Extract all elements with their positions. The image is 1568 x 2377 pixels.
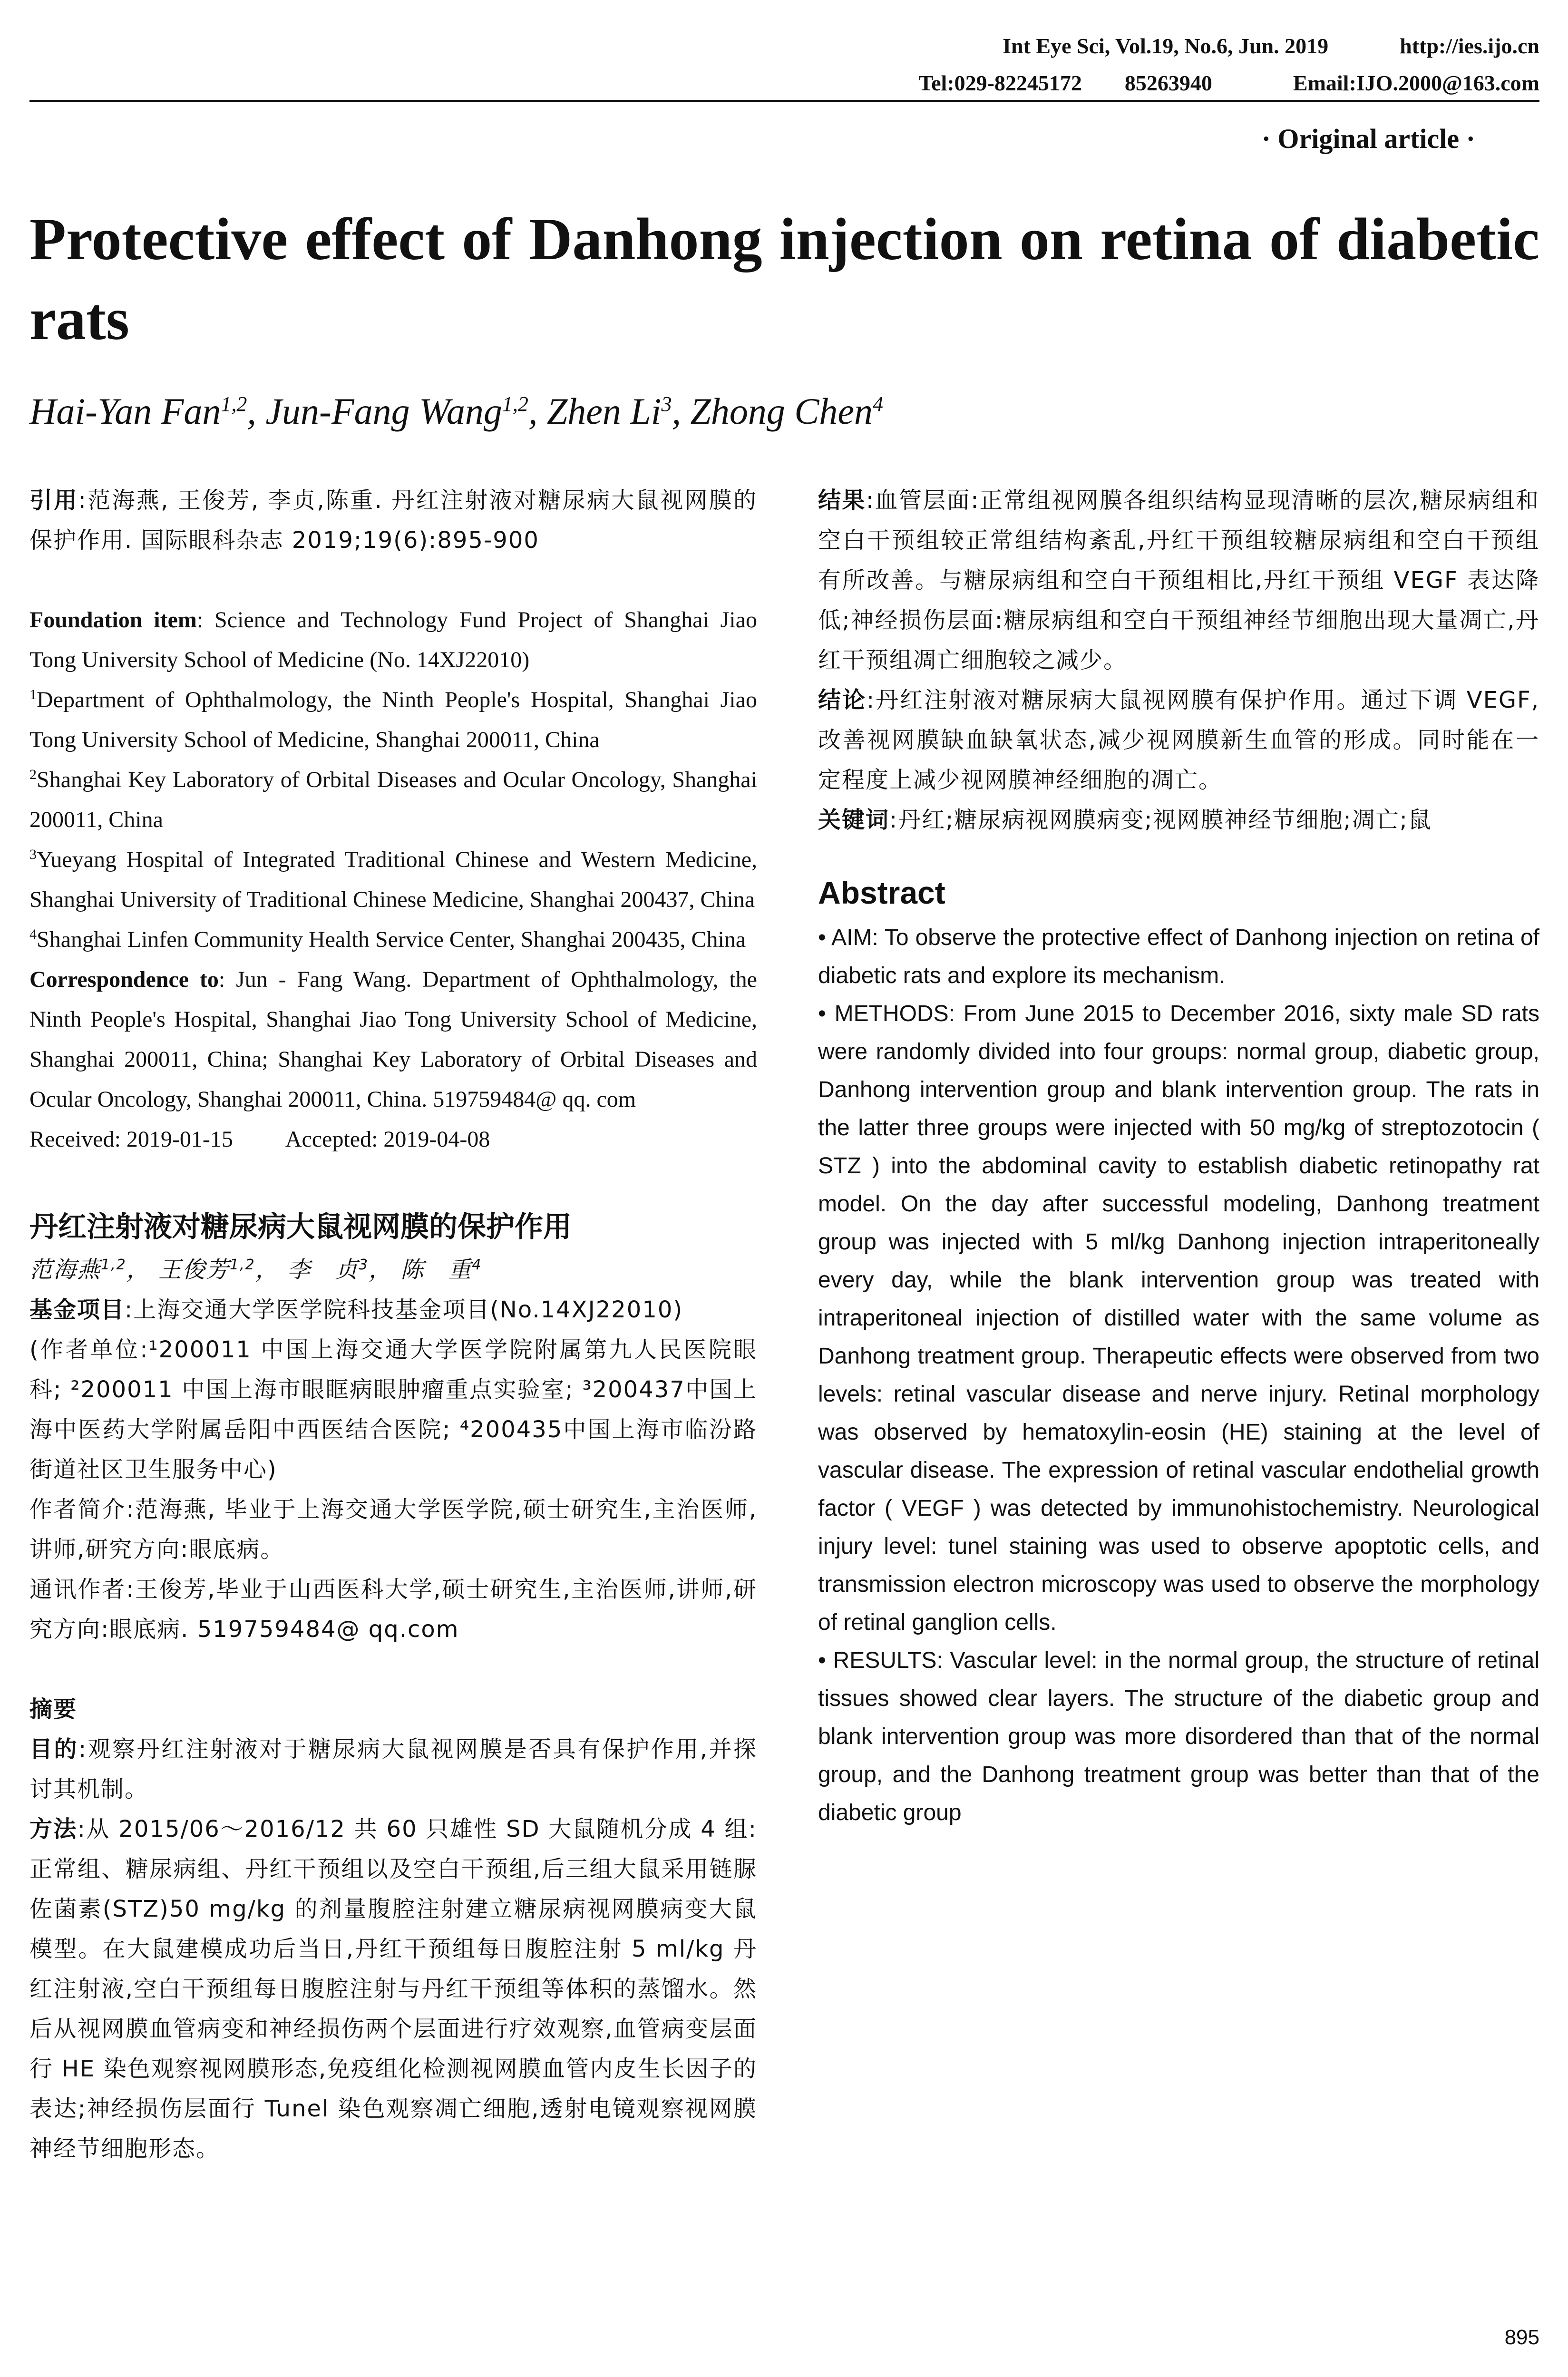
cn-aim	[29, 1729, 757, 1809]
dates	[29, 1120, 757, 1159]
foundation-text: : Science and Technology Fund Project of Shanghai Jiao Tong University School of Medicine (No. 14XJ22010)	[29, 607, 757, 672]
methods-text: : From June 2015 to December 2016, sixty male SD rats were randomly divided into four groups: normal group, diabetic group, Danhong intervention group and blank intervention group. The rats in the latter three groups were injected with 50 mg/kg of streptozotocin ( STZ ) into the abdominal cavity to establish diabetic retinopathy rat model. On the day after successful modeling, Danhong treatment group was injected with 5 ml/kg Danhong injection intraperitoneally every day, while the blank intervention group was treated with intraperitoneal injection of distilled water with the same volume as Danhong treatment group. Therapeutic effects were observed from two levels: retinal vascular disease and nerve injury. Retinal morphology was observed by hematoxylin-eosin (HE) staining at the level of vascular disease. The expression of retinal vascular endothelial growth factor ( VEGF ) was detected by immunohistochemistry. Neurological injury level: tunel staining was used to observe apoptotic cells, and transmission electron microscopy was used to observe the morphology of retinal ganglion cells.	[818, 1001, 1540, 1635]
cn-keywords-text: :丹红;糖尿病视网膜病变;视网膜神经节细胞;凋亡;鼠	[889, 807, 1432, 833]
article-type: · Original article ·	[1261, 123, 1475, 154]
affiliation-number: 4	[29, 926, 37, 942]
cn-abstract-heading-text: 摘要	[29, 1696, 78, 1723]
accepted-date: Accepted: 2019-04-08	[285, 1127, 490, 1152]
cn-conclusion-text: :丹红注射液对糖尿病大鼠视网膜有保护作用。通过下调 VEGF,改善视网膜缺血缺氧状态,减少视网膜新生血管的形成。同时能在一定程度上减少视网膜神经细胞的凋亡。	[818, 687, 1539, 793]
cn-corresponding-author: 通讯作者:王俊芳,毕业于山西医科大学,硕士研究生,主治医师,讲师,研究方向:眼底病. 519759484@ qq.com	[29, 1576, 757, 1643]
cn-results-label: 结果	[818, 487, 866, 514]
cn-author-name: 范海燕	[29, 1257, 101, 1283]
left-column	[29, 480, 757, 2169]
cn-author-affiliation-ref: 1,2	[230, 1257, 255, 1273]
cn-author-name: 陈 重	[400, 1257, 472, 1283]
cn-author-name: 李 贞	[287, 1257, 359, 1283]
affiliation	[29, 920, 757, 960]
cn-keywords	[818, 800, 1539, 840]
journal-tel2: 85263940	[1124, 71, 1212, 95]
cn-author-bio: 作者简介:范海燕, 毕业于上海交通大学医学院,硕士研究生,主治医师,讲师,研究方向:眼底病。	[29, 1496, 757, 1563]
cn-methods-text: :从 2015/06～2016/12 共 60 只雄性 SD 大鼠随机分成 4 组:正常组、糖尿病组、丹红干预组以及空白干预组,后三组大鼠采用链脲佐菌素(STZ)50 mg/kg 的剂量腹腔注射建立糖尿病视网膜病变大鼠模型。在大鼠建模成功后当日,丹红干预组每日腹腔注射 5 ml/kg 丹红注射液,空白干预组每日腹腔注射与丹红干预组等体积的蒸馏水。然后从视网膜血管病变和神经损伤两个层面进行疗效观察,血管病变层面行 HE 染色观察视网膜形态,免疫组化检测视网膜血管内皮生长因子的表达;神经损伤层面行 Tunel 染色观察凋亡细胞,透射电镜观察视网膜神经节细胞形态。	[29, 1816, 757, 2162]
cn-fund-label: 基金项目	[29, 1296, 125, 1323]
affiliation	[29, 760, 757, 840]
affiliation	[29, 840, 757, 920]
foundation-label: Foundation item	[29, 607, 197, 633]
cn-methods-label: 方法	[29, 1816, 78, 1842]
cn-units: (作者单位:¹200011 中国上海交通大学医学院附属第九人民医院眼科; ²200011 中国上海市眼眶病眼肿瘤重点实验室; ³200437中国上海中医药大学附属岳阳中西医结合医院; ⁴200435中国上海市临汾路街道社区卫生服务中心)	[29, 1336, 757, 1483]
results-text: : Vascular level: in the normal group, the structure of retinal tissues showed clear layers. The structure of the diabetic group and blank intervention group was more disordered than that of the normal group, and the Danhong treatment group was better than that of the diabetic group	[818, 1648, 1540, 1825]
abstract-aim	[818, 919, 1539, 995]
article-title: Protective effect of Danhong injection on retina of diabetic rats	[29, 206, 1539, 352]
cn-methods	[29, 1809, 757, 2169]
cn-author-name: 王俊芳	[158, 1257, 230, 1283]
foundation-item	[29, 600, 757, 680]
cn-author-affiliation-ref: 1,2	[101, 1257, 127, 1273]
cn-results-text: :血管层面:正常组视网膜各组织结构显现清晰的层次,糖尿病组和空白干预组较正常组结构紊乱,丹红干预组较糖尿病组和空白干预组有所改善。与糖尿病组和空白干预组相比,丹红干预组 VEGF 表达降低;神经损伤层面:糖尿病组和空白干预组神经节细胞出现大量凋亡,丹红干预组凋亡细胞较之减少。	[818, 487, 1539, 673]
page-number: 895	[1504, 2326, 1539, 2349]
correspondence-text: : Jun - Fang Wang. Department of Ophthalmology, the Ninth People's Hospital, Shanghai Jiao Tong University School of Medicine, Shanghai 200011, China; Shanghai Key Laboratory of Orbital Diseases and Ocular Oncology, Shanghai 200011, China. 519759484@ qq. com	[29, 967, 757, 1112]
affiliation-number: 1	[29, 687, 37, 702]
cn-fund	[29, 1290, 757, 1330]
affiliation	[29, 680, 757, 760]
cn-keywords-label: 关键词	[818, 807, 890, 833]
affiliation-text: Yueyang Hospital of Integrated Traditional Chinese and Western Medicine, Shanghai University of Traditional Chinese Medicine, Shanghai 200437, China	[29, 847, 757, 912]
cn-aim-label: 目的	[29, 1736, 78, 1763]
journal-url[interactable]: http://ies.ijo.cn	[1400, 34, 1539, 58]
header-rule	[29, 100, 1539, 102]
cn-author-affiliation-ref: 3	[359, 1257, 369, 1273]
chinese-title: 丹红注射液对糖尿病大鼠视网膜的保护作用	[29, 1210, 572, 1244]
cn-abstract-heading	[29, 1689, 757, 1729]
affiliation-number: 3	[29, 847, 37, 862]
running-header	[919, 28, 1539, 102]
citation-label: 引用	[29, 487, 78, 514]
affiliation-text: Department of Ophthalmology, the Ninth People's Hospital, Shanghai Jiao Tong University School of Medicine, Shanghai 200011, China	[29, 687, 757, 752]
author-list: Hai-Yan Fan$^{1,2}$, Jun-Fang Wang$^{1,2}$, Zhen Li$^3$, Zhong Chen$^4$	[29, 390, 883, 432]
author-affiliation-ref: 4	[873, 392, 883, 416]
cn-conclusion	[818, 680, 1539, 800]
cn-results	[818, 480, 1539, 680]
author-affiliation-ref: 1,2	[502, 392, 528, 416]
chinese-authors: 范海燕$^{1,2}$， 王俊芳$^{1,2}$， 李 贞$^3$， 陈 重$^4$	[29, 1257, 482, 1283]
results-label: • RESULTS	[818, 1648, 937, 1673]
author-affiliation-ref: 1,2	[221, 392, 247, 416]
methods-label: • METHODS	[818, 1001, 949, 1026]
correspondence	[29, 960, 757, 1120]
correspondence-label: Correspondence to	[29, 967, 219, 992]
journal-citation: Int Eye Sci, Vol.19, No.6, Jun. 2019	[1003, 34, 1329, 58]
author-name: Jun-Fang Wang	[265, 390, 502, 432]
citation-text: :范海燕, 王俊芳, 李贞,陈重. 丹红注射液对糖尿病大鼠视网膜的保护作用. 国际眼科杂志 2019;19(6):895-900	[29, 487, 757, 554]
cn-fund-text: :上海交通大学医学院科技基金项目(No.14XJ22010)	[125, 1296, 683, 1323]
aim-text: : To observe the protective effect of Danhong injection on retina of diabetic rats and explore its mechanism.	[818, 925, 1540, 988]
abstract-heading: Abstract	[818, 875, 945, 910]
cn-conclusion-label: 结论	[818, 687, 867, 713]
author-name: Hai-Yan Fan	[29, 390, 221, 432]
abstract-methods	[818, 995, 1539, 1642]
cn-author-affiliation-ref: 4	[472, 1257, 482, 1273]
aim-label: • AIM	[818, 925, 872, 950]
journal-email[interactable]: Email:IJO.2000@163.com	[1293, 71, 1539, 95]
affiliation-text: Shanghai Key Laboratory of Orbital Diseases and Ocular Oncology, Shanghai 200011, China	[29, 767, 757, 832]
right-column	[818, 480, 1539, 1832]
citation	[29, 480, 757, 560]
author-name: Zhen Li	[546, 390, 662, 432]
received-date: Received: 2019-01-15	[29, 1127, 233, 1152]
journal-tel: Tel:029-82245172	[918, 71, 1082, 95]
abstract-results	[818, 1642, 1539, 1832]
author-name: Zhong Chen	[690, 390, 873, 432]
cn-aim-text: :观察丹红注射液对于糖尿病大鼠视网膜是否具有保护作用,并探讨其机制。	[29, 1736, 757, 1802]
affiliation-number: 2	[29, 767, 37, 782]
author-affiliation-ref: 3	[661, 392, 672, 416]
affiliation-text: Shanghai Linfen Community Health Service Center, Shanghai 200435, China	[37, 927, 746, 952]
